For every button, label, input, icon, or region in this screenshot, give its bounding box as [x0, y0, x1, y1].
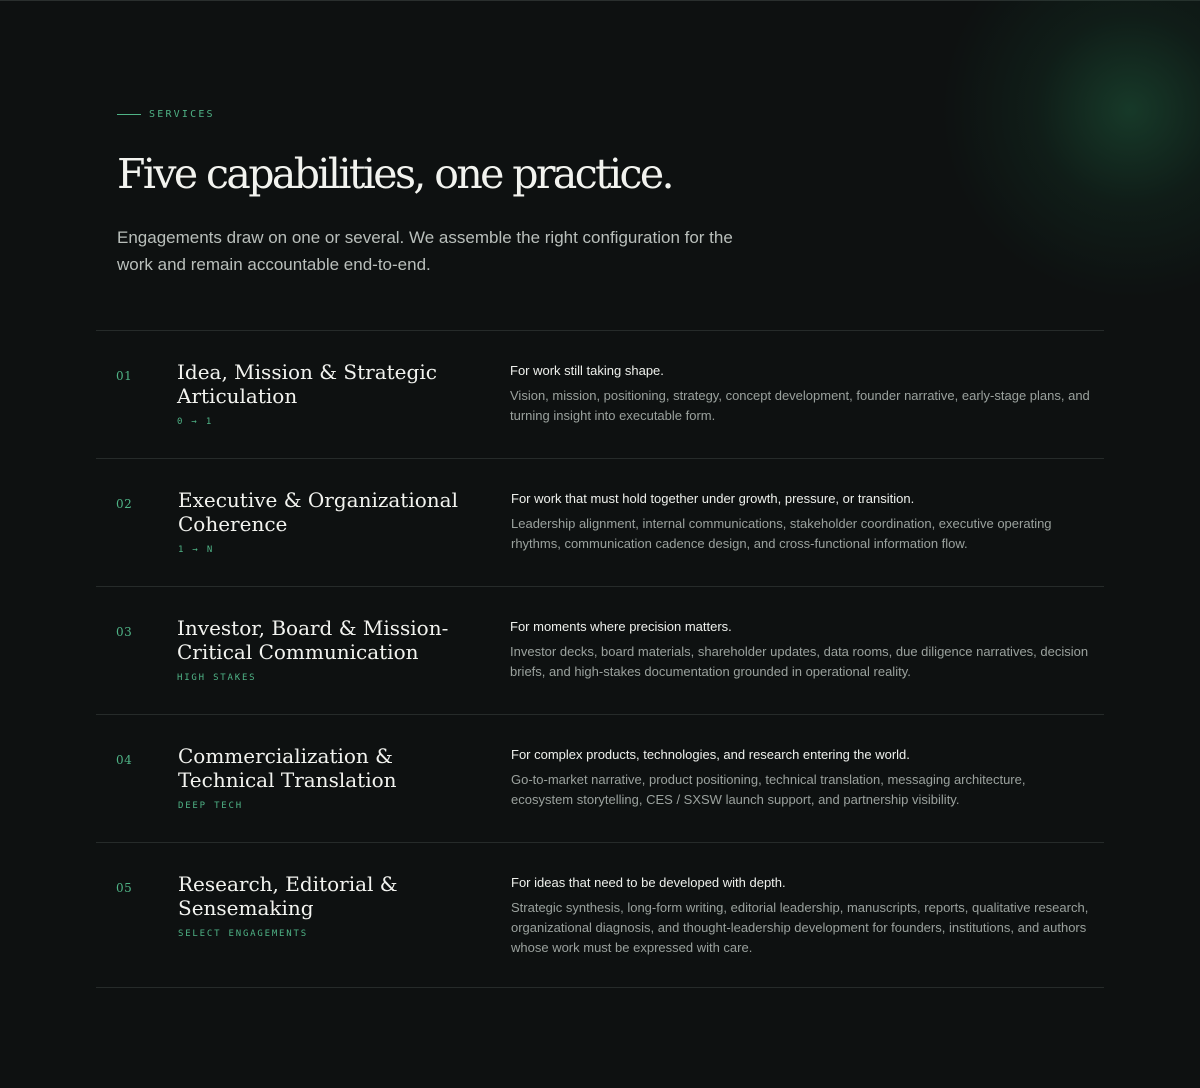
- service-description: Leadership alignment, internal communications, stakeholder coordination, executive operating rhythms, communication cadence design, and cross-functional information flow.: [511, 516, 1052, 551]
- service-row-3: [96, 586, 1104, 714]
- service-number: 05: [116, 881, 133, 895]
- background-glow: [940, 0, 1200, 300]
- service-number: 02: [116, 497, 133, 511]
- service-lead: For complex products, technologies, and research entering the world.: [511, 747, 910, 762]
- service-name: Idea, Mission & Strategic Articulation: [177, 360, 437, 408]
- section-intro: Engagements draw on one or several. We assemble the right configuration for the work and remain accountable end-to-end.: [117, 228, 733, 274]
- service-tag: 0 → 1: [177, 417, 214, 427]
- service-row-4: [96, 714, 1104, 842]
- service-name: Commercialization & Technical Translation: [178, 744, 397, 792]
- service-number: 04: [116, 753, 133, 767]
- service-lead: For work that must hold together under growth, pressure, or transition.: [511, 491, 915, 506]
- service-lead: For ideas that need to be developed with depth.: [511, 875, 786, 890]
- service-number: 01: [116, 369, 133, 383]
- service-row-1: [96, 330, 1104, 458]
- top-border: [0, 0, 1200, 1]
- service-lead: For work still taking shape.: [510, 363, 664, 378]
- service-name: Investor, Board & Mission-Critical Communication: [177, 616, 449, 664]
- service-tag: HIGH STAKES: [177, 673, 257, 683]
- section-eyebrow: [117, 109, 215, 120]
- services-list: [96, 330, 1104, 988]
- service-lead: For moments where precision matters.: [510, 619, 732, 634]
- service-description: Investor decks, board materials, shareholder updates, data rooms, due diligence narratives, decision briefs, and high-stakes documentation grounded in operational reality.: [510, 644, 1089, 679]
- service-tag: 1 → N: [178, 545, 215, 555]
- service-tag: SELECT ENGAGEMENTS: [178, 929, 308, 939]
- service-number: 03: [116, 625, 133, 639]
- service-description: Go-to-market narrative, product positioning, technical translation, messaging architecture, ecosystem storytelling, CES / SXSW launch support, and partnership visibility.: [511, 772, 1026, 807]
- eyebrow-label: SERVICES: [149, 109, 215, 120]
- service-description: Strategic synthesis, long-form writing, editorial leadership, manuscripts, reports, qualitative research, organizational diagnosis, and thought-leadership development for founders, institutions, and authors whose work must be expressed with care.: [511, 900, 1089, 955]
- service-row-5: [96, 842, 1104, 988]
- service-row-2: [96, 458, 1104, 586]
- service-name: Executive & Organizational Coherence: [178, 488, 458, 536]
- service-tag: DEEP TECH: [178, 801, 243, 811]
- eyebrow-rule: [117, 114, 141, 115]
- section-title: Five capabilities, one practice.: [117, 150, 672, 198]
- service-description: Vision, mission, positioning, strategy, concept development, founder narrative, early-stage plans, and turning insight into executable form.: [510, 388, 1090, 423]
- service-name: Research, Editorial & Sensemaking: [178, 872, 398, 920]
